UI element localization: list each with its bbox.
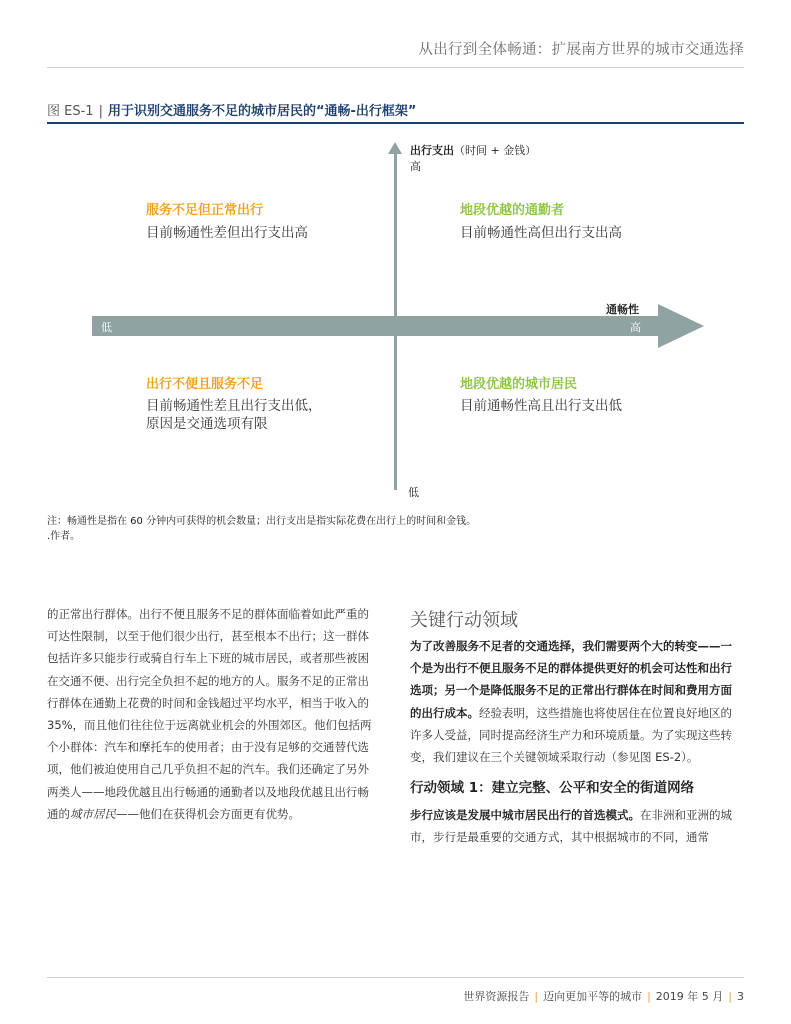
x-axis-title: 通畅性 [606,303,639,316]
quadrant-top-right-title: 地段优越的通勤者 [460,203,565,218]
right-paragraph-2-body: 在非洲和亚洲的城市，步行是最重要的交通方式，其中根据城市的不同，通常 [410,808,732,845]
figure-note [47,514,476,544]
left-column-text [47,603,377,825]
subsection-title: 行动领域 1：建立完整、公平和安全的街道网络 [410,780,695,796]
left-paragraph-tail: ——他们在获得机会方面更有优势。 [116,806,300,821]
x-axis-arrowhead [658,304,704,348]
left-paragraph-text: 的正常出行群体。出行不便且服务不足的群体面临着如此严重的可达性限制，以至于他们很少出行，甚至根本不出行；这一群体包括许多只能步行或骑自行车上下班的城市居民，或者那些被困在交通不便、出行完全负担不起的地方的人。服务不足的正常出行群体在通勤上花费的时间和金钱超过平均水平，相当于收入的 35%，而且他们往往位于远离就业机会的外围郊区。他们包括两个小群体：汽车和摩托车的使用者；由于没有足够的交通替代选项，他们被迫使用自己几乎负担不起的汽车。我们还确定了另外两类人——地段优越且出行畅通的通勤者以及地段优越且出行畅通的 [47,607,372,821]
page-footer [463,988,744,1004]
y-axis-arrowhead [388,142,402,154]
figure-source-line: .作者。 [47,531,81,542]
footer-series: 迈向更加平等的城市 [543,990,643,1003]
quadrant-bottom-right-desc: 目前通畅性高且出行支出低 [460,398,622,414]
figure-number: 图 ES-1 [47,104,94,119]
footer-separator: | [534,990,539,1003]
right-paragraph-2-lead: 步行应该是发展中城市居民出行的首选模式。 [410,808,640,822]
figure-caption-separator: | [98,104,103,119]
y-axis-title-note: （时间 + 金钱） [454,144,537,157]
right-paragraph-2 [410,804,743,848]
y-axis-title [410,142,536,158]
x-axis-low-label: 低 [101,321,112,334]
quadrant-bottom-right-title: 地段优越的城市居民 [460,377,578,392]
right-paragraph-1-lead: 为了改善服务不足者的交通选择，我们需要两个大的转变——一个是为出行不便且服务不足的群体提供更好的机会可达性和出行选项；另一个是降低服务不足的正常出行群体在时间和费用方面的出行成本。 [410,639,732,720]
figure-title: 用于识别交通服务不足的城市居民的“通畅-出行框架” [107,104,417,119]
quadrant-top-left-title: 服务不足但正常出行 [146,203,264,218]
left-paragraph [47,603,377,825]
quadrant-top-right-desc: 目前畅通性高但出行支出高 [460,225,622,241]
right-paragraph-1 [410,635,743,768]
x-axis-bar [92,316,660,336]
footer-date: 2019 年 5 月 [655,990,724,1003]
running-header-title: 从出行到全体畅通：扩展南方世界的城市交通选择 [418,42,744,58]
y-axis-high-label: 高 [410,160,421,173]
footer-org: 世界资源报告 [463,990,530,1003]
footer-separator: | [647,990,651,1003]
quadrant-top-left-desc: 目前畅通性差但出行支出高 [146,225,308,241]
footer-divider [47,977,744,978]
quadrant-bottom-left-desc-line2: 原因是交通选项有限 [146,416,268,432]
quadrant-bottom-left-title: 出行不便且服务不足 [146,377,264,392]
page-number: 3 [737,990,744,1003]
y-axis-title-bold: 出行支出 [410,144,454,157]
left-paragraph-emphasis: 城市居民 [70,806,116,821]
section-title: 关键行动领域 [410,610,518,631]
x-axis-high-label: 高 [630,321,641,334]
quadrant-bottom-left-desc-line1: 目前畅通性差且出行支出低， [146,398,322,414]
footer-separator: | [728,990,732,1003]
right-paragraph-1-body: 经验表明，这些措施也将使居住在位置良好地区的许多人受益，同时提高经济生产力和环境质量。为了实现这些转变，我们建议在三个关键领域采取行动（参见图 ES-2）。 [410,705,732,765]
figure-note-line1: 注：畅通性是指在 60 分钟内可获得的机会数量；出行支出是指实际花费在出行上的时间和金钱。 [47,516,477,527]
y-axis-low-label: 低 [408,486,419,499]
